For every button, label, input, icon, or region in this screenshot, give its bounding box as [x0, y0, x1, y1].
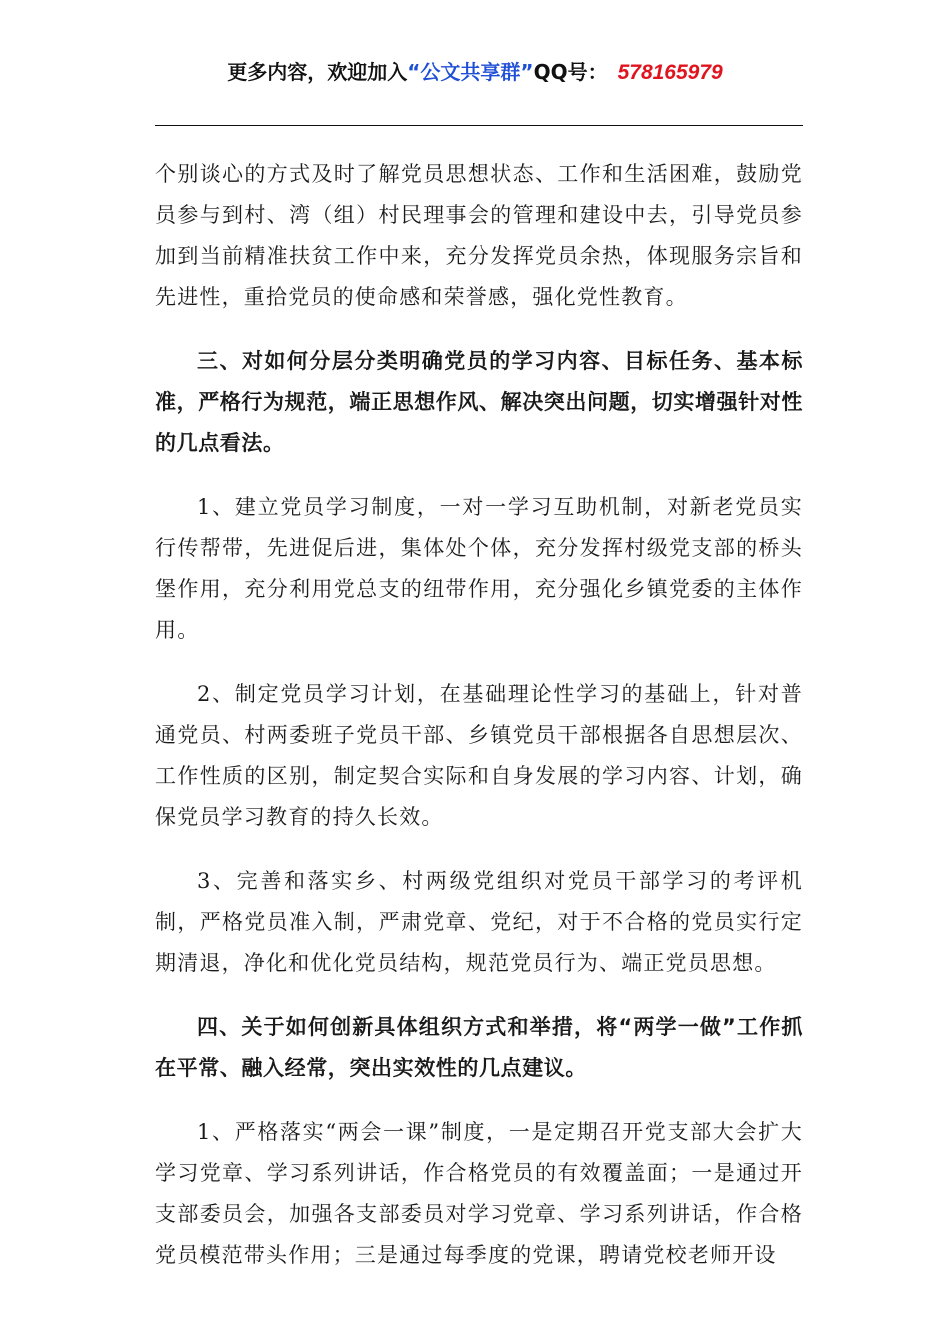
document-body: [155, 154, 803, 1299]
header-qq-number: 578165979: [617, 61, 723, 84]
paragraph-item-2: 2、制定党员学习计划，在基础理论性学习的基础上，针对普通党员、村两委班子党员干部、乡镇党员干部根据各自思想层次、工作性质的区别，制定契合实际和自身发展的学习内容、计划，确保党员学习教育的持久长效。: [155, 682, 803, 829]
header-prefix: 更多内容，欢迎加入: [227, 60, 408, 84]
paragraph-continuation: 个别谈心的方式及时了解党员思想状态、工作和生活困难，鼓励党员参与到村、湾（组）村民理事会的管理和建设中去，引导党员参加到当前精准扶贫工作中来，充分发挥党员余热，体现服务宗旨和先进性，重拾党员的使命感和荣誉感，强化党性教育。: [155, 162, 803, 309]
paragraph-item-4-1: 1、严格落实“两会一课”制度，一是定期召开党支部大会扩大学习党章、学习系列讲话，作合格党员的有效覆盖面；一是通过开支部委员会，加强各支部委员对学习党章、学习系列讲话，作合格党员模范带头作用；三是通过每季度的党课，聘请党校老师开设: [155, 1120, 803, 1267]
header-divider: [155, 125, 803, 126]
header-group-name: “公文共享群”: [407, 60, 534, 84]
section-heading-3: 三、对如何分层分类明确党员的学习内容、目标任务、基本标准，严格行为规范，端正思想作风、解决突出问题，切实增强针对性的几点看法。: [155, 349, 803, 455]
section-heading-4: 四、关于如何创新具体组织方式和举措，将“两学一做”工作抓在平常、融入经常，突出实效性的几点建议。: [155, 1015, 803, 1080]
header-qq-label: QQ号：: [533, 60, 608, 84]
page-header: [0, 56, 950, 89]
paragraph-item-3: 3、完善和落实乡、村两级党组织对党员干部学习的考评机制，严格党员准入制，严肃党章、党纪，对于不合格的党员实行定期清退，净化和优化党员结构，规范党员行为、端正党员思想。: [155, 869, 803, 975]
paragraph-item-1: 1、建立党员学习制度，一对一学习互助机制，对新老党员实行传帮带，先进促后进，集体处个体，充分发挥村级党支部的桥头堡作用，充分利用党总支的纽带作用，充分强化乡镇党委的主体作用。: [155, 495, 803, 642]
